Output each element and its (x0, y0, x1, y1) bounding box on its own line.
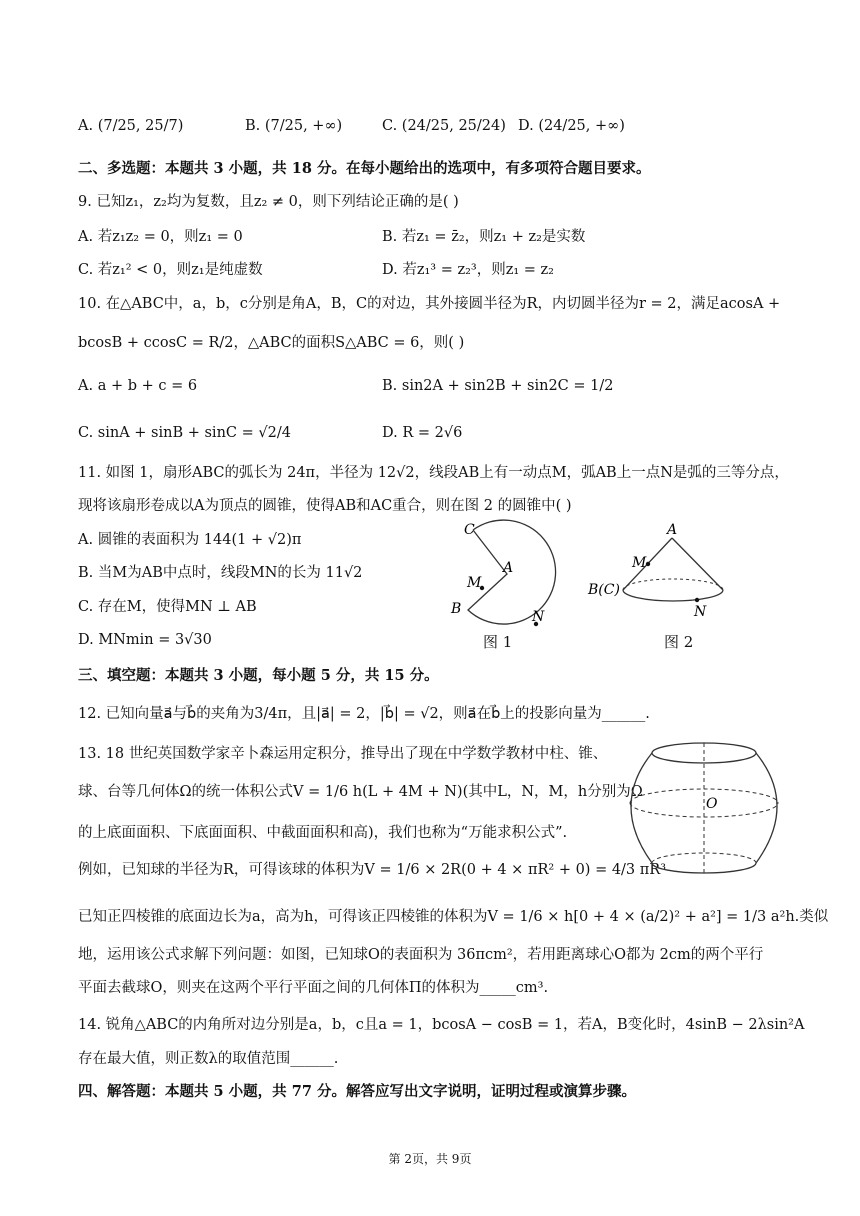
q12-text: 12. 已知向量a⃗与b⃗的夹角为3/4π，且|a⃗| = 2，|b⃗| = √2，则a⃗在b⃗上的投影向量为______. (78, 706, 650, 722)
q11-option-a: A. 圆锥的表面积为 144(1 + √2)π (78, 532, 302, 548)
label-n: N (532, 609, 545, 625)
q13-line2: 球、台等几何体Ω的统一体积公式V = 1/6 h(L + 4M + N)(其中L，N，M，h分别为Ω (78, 784, 643, 800)
q10-option-a: A. a + b + c = 6 (78, 378, 198, 394)
q8-option-c: C. (24/25, 25/24) (382, 118, 506, 134)
label-a: A (503, 560, 514, 576)
center-label-o: O (706, 796, 718, 812)
cone-label-m: M (632, 555, 647, 571)
cone-point-n (695, 598, 699, 602)
sphere-left-arc (631, 753, 652, 863)
q13-line7: 平面去截球O，则夹在这两个平行平面之间的几何体Π的体积为_____cm³. (78, 980, 549, 996)
q13-line1: 13. 18 世纪英国数学家辛卜森运用定积分，推导出了现在中学数学教材中柱、锥、 (78, 746, 608, 762)
q8-option-a: A. (7/25, 25/7) (78, 118, 184, 134)
section2-header: 二、多选题：本题共 3 小题，共 18 分。在每小题给出的选项中，有多项符合题目要求。 (78, 160, 651, 177)
q11-stem-line1: 11. 如图 1，扇形ABC的弧长为 24π，半径为 12√2，线段AB上有一动点M，弧AB上一点N是弧的三等分点， (78, 465, 789, 481)
fig1-caption: 图 1 (483, 633, 513, 651)
q8-option-d: D. (24/25, +∞) (518, 118, 625, 134)
truncated-sphere-figure (622, 735, 787, 890)
q14-line1: 14. 锐角△ABC的内角所对边分别是a，b，c且a = 1，bcosA − cosB = 1，若A，B变化时，4sinB − 2λsin²A (78, 1017, 805, 1033)
q11-option-d: D. MNmin = 3√30 (78, 632, 212, 648)
label-b: B (451, 601, 462, 617)
q11-stem-line2: 现将该扇形卷成以A为顶点的圆锥，使得AB和AC重合，则在图 2 的圆锥中( ) (78, 498, 572, 514)
section4-header: 四、解答题：本题共 5 小题，共 77 分。解答应写出文字说明，证明过程或演算步骤。 (78, 1083, 636, 1100)
q10-option-c: C. sinA + sinB + sinC = √2/4 (78, 425, 291, 441)
page-footer: 第 2页，共 9页 (388, 1152, 472, 1166)
cone-base-back (623, 579, 723, 590)
q10-option-b: B. sin2A + sin2B + sin2C = 1/2 (382, 378, 614, 394)
q9-option-b: B. 若z₁ = z̄₂，则z₁ + z₂是实数 (382, 229, 586, 245)
q14-line2: 存在最大值，则正数λ的取值范围______. (78, 1051, 339, 1067)
label-m: M (467, 575, 482, 591)
label-c: C (464, 522, 475, 538)
q9-stem: 9. 已知z₁，z₂均为复数，且z₂ ≠ 0，则下列结论正确的是( ) (78, 194, 459, 210)
q13-line3: 的上底面面积、下底面面积、中截面面积和高)，我们也称为“万能求积公式”. (78, 825, 568, 841)
q11-option-c: C. 存在M，使得MN ⊥ AB (78, 599, 257, 615)
q10-stem-line1: 10. 在△ABC中，a，b，c分别是角A，B，C的对边，其外接圆半径为R，内切圆半径为r = 2，满足acosA + (78, 296, 781, 312)
cone-point-m (646, 562, 650, 566)
q13-line6: 地，运用该公式求解下列问题：如图，已知球O的表面积为 36πcm²，若用距离球心O都为 2cm的两个平行 (78, 947, 764, 963)
q13-line5: 已知正四棱锥的底面边长为a，高为h，可得该正四棱锥的体积为V = 1/6 × h[0 + 4 × (a/2)² + a²] = 1/3 a²h.类似 (78, 909, 829, 925)
q8-option-b: B. (7/25, +∞) (245, 118, 343, 134)
q10-option-d: D. R = 2√6 (382, 425, 463, 441)
fig2-caption: 图 2 (664, 633, 694, 651)
q13-line4: 例如，已知球的半径为R，可得该球的体积为V = 1/6 × 2R(0 + 4 × πR² + 0) = 4/3 πR³ (78, 862, 667, 878)
q10-stem-line2: bcosB + ccosC = R/2，△ABC的面积S△ABC = 6，则( ) (78, 335, 465, 351)
section3-header: 三、填空题：本题共 3 小题，每小题 5 分，共 15 分。 (78, 667, 439, 684)
cone-edge-right (672, 538, 723, 590)
q9-option-a: A. 若z₁z₂ = 0，则z₁ = 0 (78, 229, 243, 245)
cone-label-n: N (694, 604, 707, 620)
q11-option-b: B. 当M为AB中点时，线段MN的长为 11√2 (78, 565, 363, 581)
cone-figure (586, 518, 736, 628)
cone-label-a: A (667, 522, 678, 538)
cone-base-front (623, 590, 723, 601)
cone-label-bc: B(C) (588, 582, 620, 598)
q9-option-d: D. 若z₁³ = z₂³，则z₁ = z₂ (382, 262, 554, 278)
q9-option-c: C. 若z₁² < 0，则z₁是纯虚数 (78, 262, 263, 278)
